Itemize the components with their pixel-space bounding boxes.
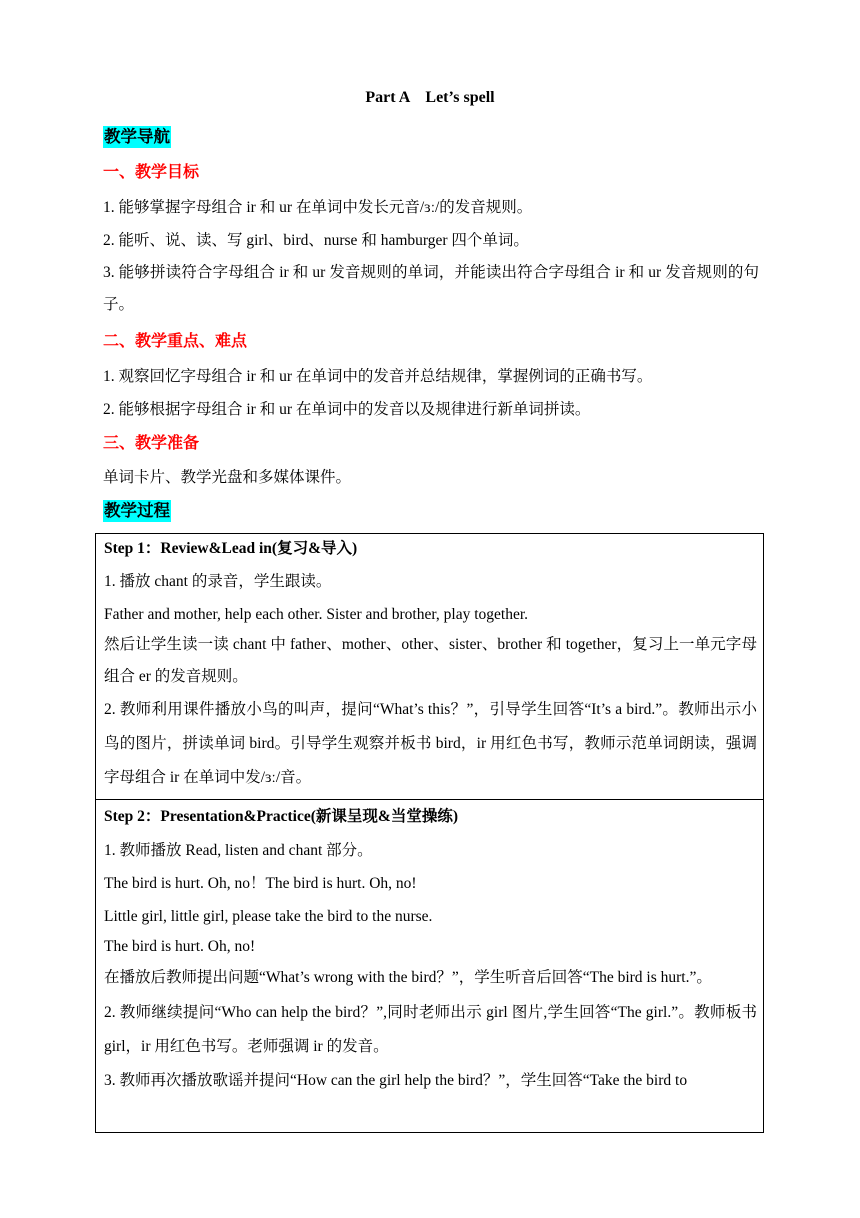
step2-line: 2. 教师继续提问“Who can help the bird？”,同时老师出示 girl 图片,学生回答“The girl.”。教师板书 girl，ir 用红色书写。老师强调 ir 的发音。: [104, 1004, 757, 1055]
step2-line: 在播放后教师提出问题“What’s wrong with the bird？”，学生听音后回答“The bird is hurt.”。: [104, 969, 712, 986]
process-table: [95, 533, 764, 1133]
prep-text: 单词卡片、教学光盘和多媒体课件。: [103, 469, 352, 486]
step2-line: 1. 教师播放 Read, listen and chant 部分。: [104, 842, 373, 859]
prep-heading: 三、教学准备: [103, 435, 200, 452]
step1-line: 2. 教师利用课件播放小鸟的叫声，提问“What’s this？”，引导学生回答“It’s a bird.”。教师出示小鸟的图片，拼读单词 bird。引导学生观察并板书 bird，ir 用红色书写，教师示范单词朗读，强调字母组合 ir 在单词中发/ɜː/音。: [104, 701, 757, 786]
goal-item: 1. 能够掌握字母组合 ir 和 ur 在单词中发长元音/ɜː/的发音规则。: [103, 199, 533, 216]
step2-cell: [104, 806, 757, 1092]
key-heading: 二、教学重点、难点: [103, 333, 248, 350]
step1-heading: Step 1：Review&Lead in(复习&导入): [104, 540, 358, 557]
goal-item: 2. 能听、说、读、写 girl、bird、nurse 和 hamburger 四个单词。: [103, 232, 529, 249]
step2-line: The bird is hurt. Oh, no！The bird is hurt. Oh, no!: [104, 875, 417, 892]
page-title: Part A Let’s spell: [365, 89, 495, 106]
step2-heading: Step 2：Presentation&Practice(新课呈现&当堂操练): [104, 808, 458, 825]
step1-cell: [104, 538, 757, 795]
nav-heading: 教学导航: [104, 127, 170, 146]
step2-line: 3. 教师再次播放歌谣并提问“How can the girl help the bird？”，学生回答“Take the bird to: [104, 1072, 688, 1089]
step2-line: The bird is hurt. Oh, no!: [104, 938, 256, 955]
step1-line: 然后让学生读一读 chant 中 father、mother、other、sister、brother 和 together，复习上一单元字母组合 er 的发音规则。: [104, 636, 757, 685]
key-item: 1. 观察回忆字母组合 ir 和 ur 在单词中的发音并总结规律，掌握例词的正确书写。: [103, 368, 653, 385]
row-divider: [96, 799, 763, 800]
key-item: 2. 能够根据字母组合 ir 和 ur 在单词中的发音以及规律进行新单词拼读。: [103, 401, 591, 418]
goal-item: 3. 能够拼读符合字母组合 ir 和 ur 发音规则的单词，并能读出符合字母组合 ir 和 ur 发音规则的句子。: [103, 264, 759, 313]
step1-line: 1. 播放 chant 的录音，学生跟读。: [104, 573, 332, 590]
process-heading: 教学过程: [104, 501, 170, 520]
goals-heading: 一、教学目标: [103, 164, 200, 181]
step1-line: Father and mother, help each other. Sister and brother, play together.: [104, 606, 529, 623]
step2-line: Little girl, little girl, please take the bird to the nurse.: [104, 908, 433, 925]
